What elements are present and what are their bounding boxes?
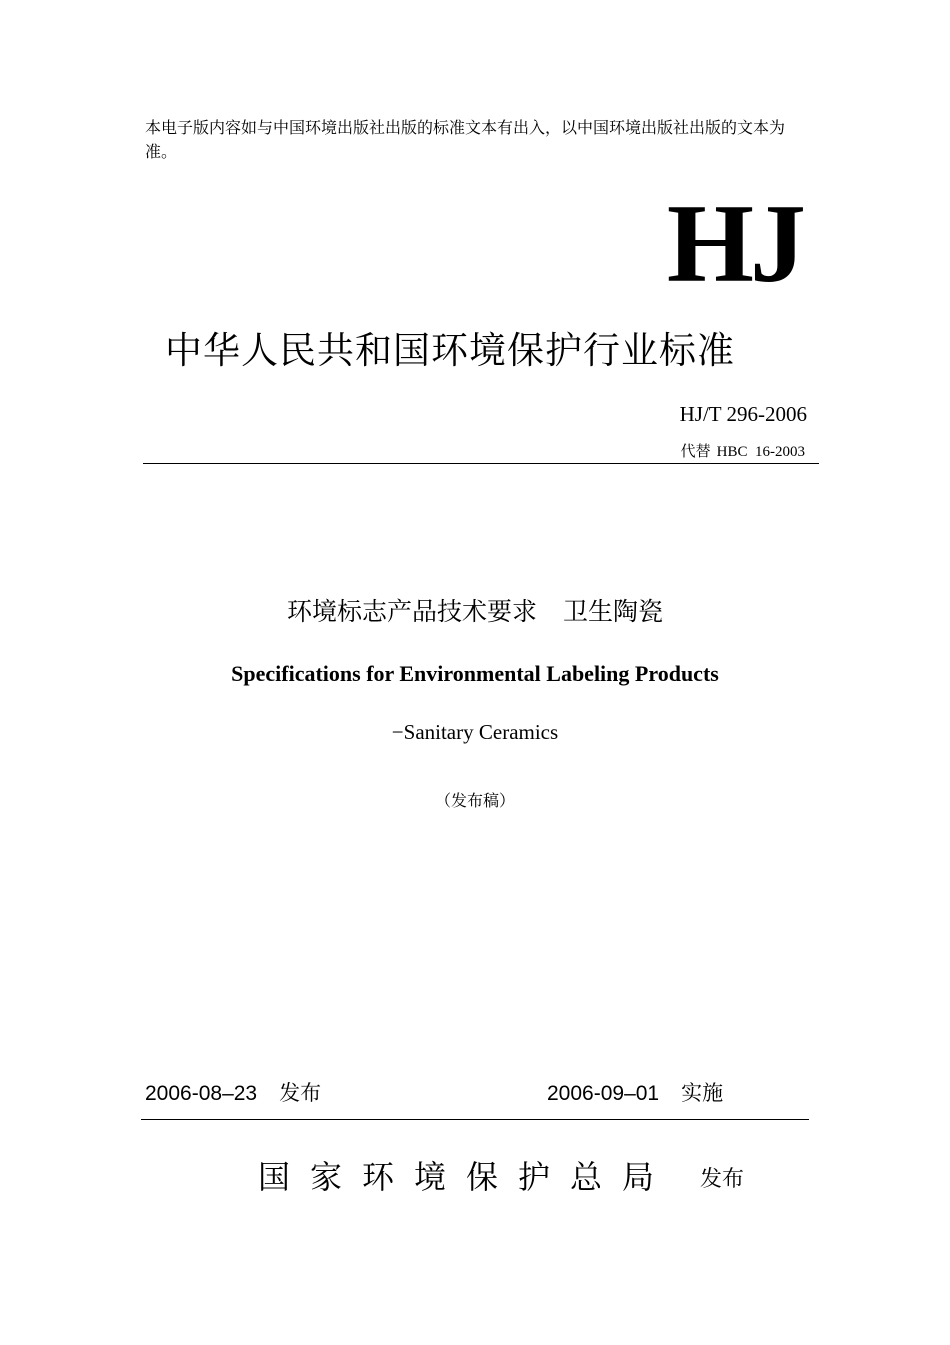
replaces-code: HBC 16-2003 bbox=[716, 444, 805, 460]
issue-date: 2006-08–23 bbox=[145, 1082, 258, 1105]
title-english: Specifications for Environmental Labeling Products bbox=[231, 661, 719, 686]
disclaimer-notice: 本电子版内容如与中国环境出版社出版的标准文本有出入，以中国环境出版社出版的文本为准。 bbox=[145, 118, 786, 161]
subtitle-english: −Sanitary Ceramics bbox=[391, 720, 559, 744]
header-divider bbox=[143, 463, 819, 464]
standard-name: 中华人民共和国环境保护行业标准 bbox=[165, 329, 735, 372]
title-cn-main: 环境标志产品技术要求 bbox=[286, 597, 537, 626]
issue-label: 发布 bbox=[279, 1081, 322, 1105]
issuer-name: 国家环境保护总局 bbox=[258, 1158, 675, 1196]
hj-logo: HJ bbox=[666, 182, 802, 306]
title-cn-sub: 卫生陶瓷 bbox=[563, 597, 664, 626]
title-chinese bbox=[0, 594, 950, 630]
draft-note: （发布稿） bbox=[434, 791, 515, 810]
issuer-suffix: 发布 bbox=[700, 1167, 745, 1192]
implementation-label: 实施 bbox=[681, 1081, 724, 1105]
issue-date-line bbox=[145, 1078, 321, 1109]
standard-code: HJ/T 296-2006 bbox=[679, 402, 807, 426]
implementation-date-line bbox=[547, 1078, 723, 1109]
replaces-label: 代替 bbox=[680, 442, 711, 460]
replaces-line bbox=[681, 440, 805, 463]
footer-divider bbox=[141, 1119, 809, 1120]
implementation-date: 2006-09–01 bbox=[547, 1082, 660, 1105]
